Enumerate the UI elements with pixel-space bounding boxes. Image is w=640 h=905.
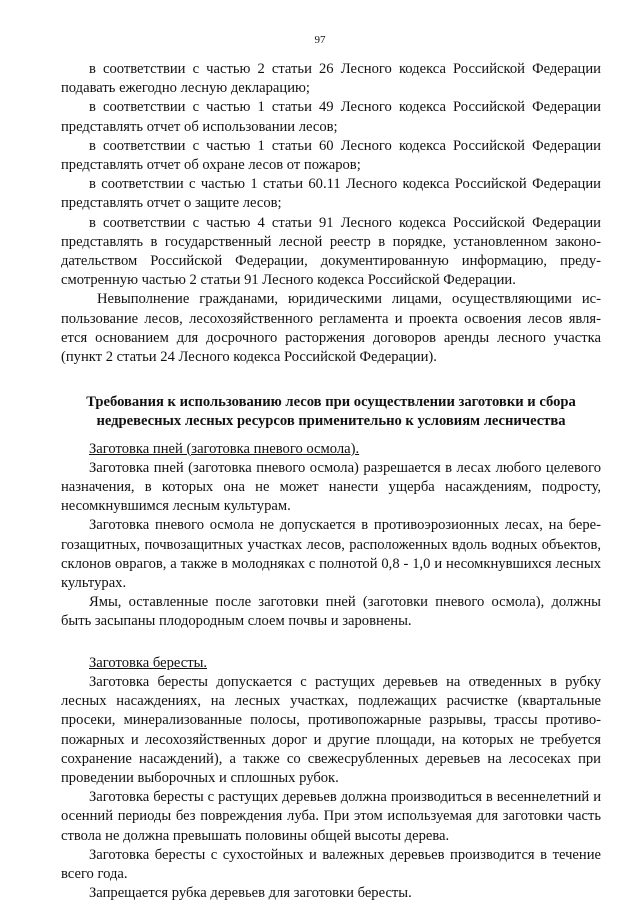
paragraph: Заготовка пней (заготовка пневого осмола) разрешается в лесах любого целевого назначения, в которых она не может нанести ущерба насаждениям, подросту, несомкнувшимся лесным культурам. — [61, 459, 601, 515]
subsection-title — [61, 440, 601, 459]
paragraph: в соответствии с частью 4 статьи 91 Лесного кодекса Российской Федерации представлять в государственный лесной реестр в порядке, установленном законодательством Российской Федерации, документированную информацию, предусмотренную частью 2 статьи 91 Лесного кодекса Российской Федерации. — [61, 214, 601, 289]
page-number: 97 — [314, 34, 326, 46]
subsection-title-text: Заготовка пней (заготовка пневого осмола). — [89, 440, 360, 457]
paragraph: Ямы, оставленные после заготовки пней (заготовки пневого осмола), должны быть засыпаны плодородным слоем почвы и заровнены. — [61, 594, 601, 630]
paragraph: Невыполнение гражданами, юридическими лицами, осуществляющими использование лесов, лесохозяйственного регламента и проекта освоения лесов является основанием для досрочного расторжения договоров аренды лесного участка (пункт 2 статьи 24 Лесного кодекса Российской Федерации). — [61, 291, 601, 366]
subsection-title-text: Заготовка бересты. — [89, 654, 208, 671]
spacer — [61, 632, 601, 654]
document-body — [61, 60, 601, 903]
subsection-title — [61, 654, 601, 673]
paragraph: в соответствии с частью 1 статьи 49 Лесного кодекса Российской Федерации представлять отчет об использовании лесов; — [61, 99, 601, 135]
paragraph: в соответствии с частью 1 статьи 60 Лесного кодекса Российской Федерации представлять отчет об охране лесов от пожаров; — [61, 137, 601, 174]
paragraph: Заготовка бересты допускается с растущих деревьев на отведенных в рубку лесных насаждениях, на лесных участках, подлежащих расчистке (квартальные просеки, минерализованные полосы, противопожарные разрывы, трассы противопожарных и лесохозяйственных дорог и другие площади, на которых не требуется сохранение насаждений), а также со свежесрубленных деревьев на лесосеках при проведении выборочных и сплошных рубок. — [61, 673, 601, 786]
paragraph: Заготовка пневого осмола не допускается в противоэрозионных лесах, на берегозащитных, почвозащитных участках лесов, расположенных вдоль водных объектов, склонов оврагов, а также в молодняках с полнотой 0,8 - 1,0 и несомкнувшихся лесных культурах. — [61, 517, 601, 592]
paragraph: в соответствии с частью 1 статьи 60.11 Лесного кодекса Российской Федерации представлять отчет о защите лесов; — [61, 176, 601, 212]
section-heading: Требования к использованию лесов при осуществлении заготовки и сбора недревесных лесных ресурсов применительно к условиям лесничества — [86, 394, 576, 430]
paragraph: Заготовка бересты с растущих деревьев должна производиться в весеннелетний и осенний периоды без повреждения луба. При этом используемая для заготовки часть ствола не должна превышать половины общей высоты дерева. — [61, 789, 601, 844]
paragraph: Заготовка бересты с сухостойных и валежных деревьев производится в течение всего года. — [61, 846, 601, 882]
paragraph: Запрещается рубка деревьев для заготовки бересты. — [89, 885, 412, 902]
paragraph: в соответствии с частью 2 статьи 26 Лесного кодекса Российской Федерации подавать ежегодно лесную декларацию; — [61, 61, 601, 97]
